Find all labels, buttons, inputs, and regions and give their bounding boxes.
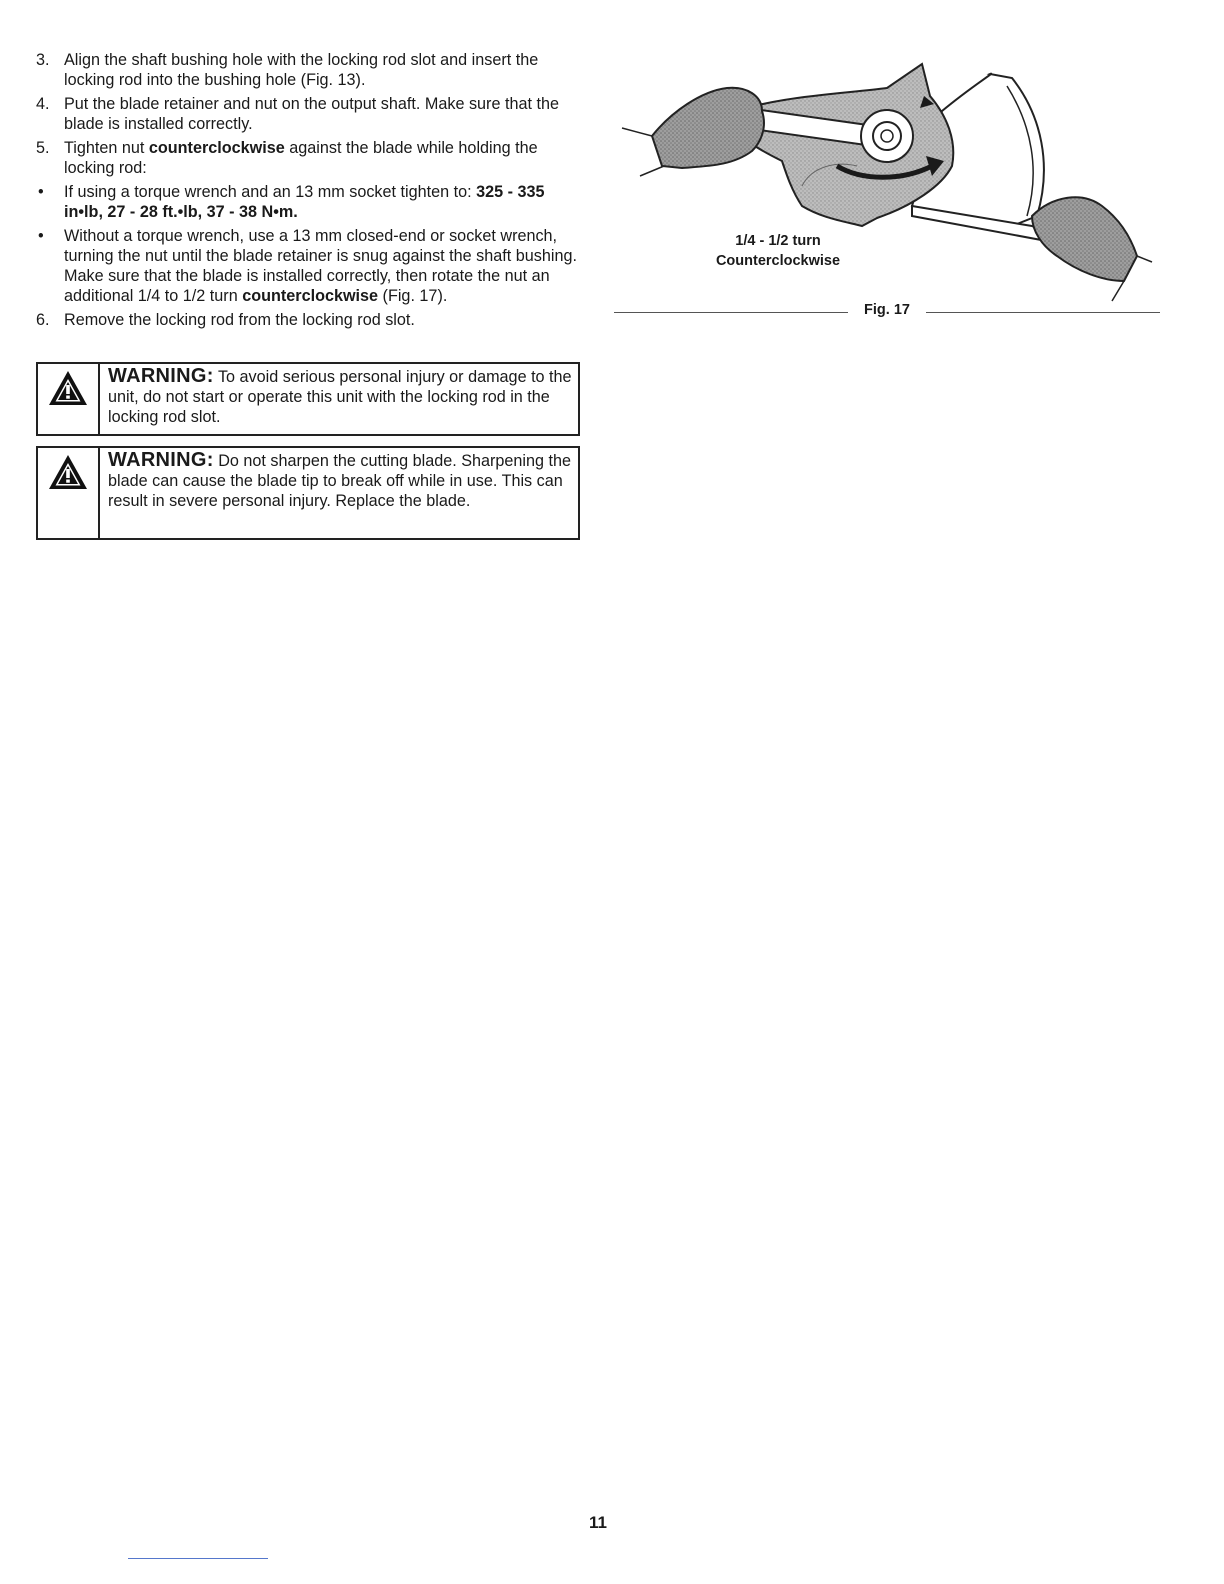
warning-icon-cell — [38, 364, 100, 434]
warning-box-locking-rod — [36, 362, 580, 436]
step-3 — [36, 50, 582, 90]
warning-message: To avoid serious personal injury or damage to the unit, do not start or operate this unit with the locking rod in the locking rod slot. — [108, 368, 572, 426]
warning-icon-cell — [38, 448, 100, 538]
rotation-callout — [698, 231, 858, 271]
step-number: 6. — [36, 311, 50, 329]
warning-message: Do not sharpen the cutting blade. Sharpening the blade can cause the blade tip to break off while in use. This can result in severe personal injury. Replace the blade. — [108, 452, 572, 510]
step-text: Remove the locking rod from the locking rod slot. — [64, 311, 415, 329]
step-4 — [36, 94, 582, 134]
blade-nut — [861, 110, 913, 162]
caption-rule-right — [926, 312, 1160, 313]
page-number: 11 — [589, 1513, 607, 1532]
warning-label: WARNING: — [108, 365, 214, 387]
warning-triangle-icon — [48, 454, 88, 490]
instruction-list — [36, 50, 582, 330]
step-6 — [36, 310, 582, 330]
step-number: 5. — [36, 139, 50, 157]
bullet-text-pre: Without a torque wrench, use a 13 mm closed-end or socket wrench, turning the nut until the blade retainer is snug against the shaft bushing. Make sure that the blade is installed correctly, then rotate the nut an additional 1/4 to 1/2 turn — [64, 227, 577, 305]
warning-triangle-icon — [48, 370, 88, 406]
bullet-text-bold: counterclockwise — [242, 287, 379, 305]
bullet-text-pre: If using a torque wrench and an 13 mm socket tighten to: — [64, 183, 477, 201]
callout-direction: Counterclockwise — [715, 253, 841, 269]
figure-label: Fig. 17 — [864, 302, 910, 318]
warning-text — [100, 448, 578, 538]
step-5 — [36, 138, 582, 178]
torque-values: 325 - 335 in•lb, 27 - 28 ft.•lb, 37 - 38 N•m. — [64, 183, 545, 221]
step-text-bold: counterclockwise — [148, 139, 285, 157]
bullet-torque-wrench — [36, 182, 582, 222]
step-number: 4. — [36, 95, 50, 113]
instructions-column — [36, 50, 582, 334]
step-text: Align the shaft bushing hole with the locking rod slot and insert the locking rod into the bushing hole (Fig. 13). — [64, 51, 539, 89]
step-text-pre: Tighten nut — [64, 139, 149, 157]
left-gloved-hand — [622, 88, 764, 176]
step-text-post: against the blade while holding the locking rod: — [64, 139, 538, 177]
warning-label: WARNING: — [108, 449, 214, 471]
bullet-no-torque-wrench — [36, 226, 582, 306]
caption-rule-left — [614, 312, 848, 313]
footer-rule — [128, 1558, 268, 1559]
warning-text — [100, 364, 578, 434]
bullet-marker: • — [38, 227, 44, 245]
callout-turn-amount: 1/4 - 1/2 turn — [735, 233, 821, 249]
right-gloved-hand — [1032, 197, 1152, 301]
step-number: 3. — [36, 51, 50, 69]
figure-17-illustration — [612, 56, 1160, 320]
bullet-marker: • — [38, 183, 44, 201]
step-text: Put the blade retainer and nut on the output shaft. Make sure that the blade is installed correctly. — [64, 95, 559, 133]
bullet-text-post: (Fig. 17). — [378, 287, 448, 305]
warning-box-sharpen-blade — [36, 446, 580, 540]
